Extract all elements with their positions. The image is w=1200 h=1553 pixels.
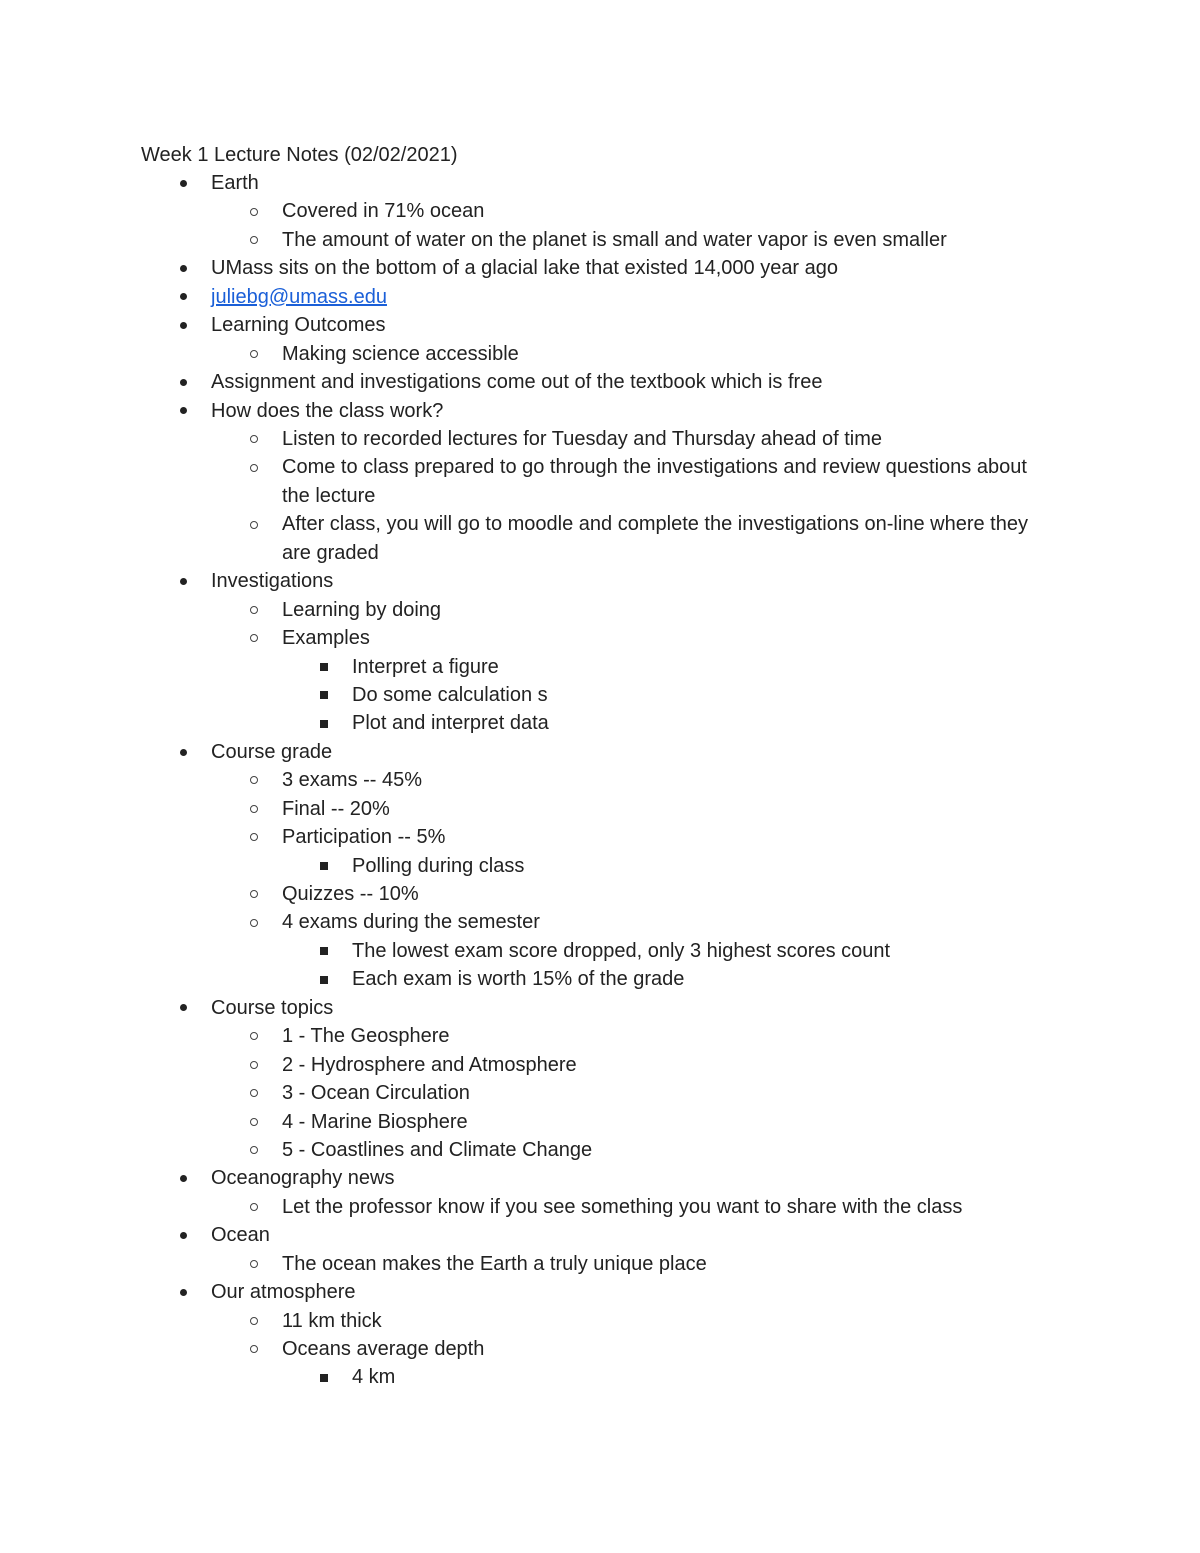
bullet-circle-icon [248,1108,260,1136]
bullet-square-icon [318,852,330,880]
bullet-disc-icon [177,1278,189,1306]
list-item-level-2 [0,197,1200,225]
list-item-level-1 [0,311,1200,339]
bullet-circle-icon [248,1335,260,1363]
bullet-circle-icon [248,226,260,254]
list-item-text: Plot and interpret data [352,712,549,735]
bullet-circle-icon [248,1307,260,1335]
bullet-circle-icon [248,340,260,368]
list-item-level-2 [0,795,1200,823]
bullet-disc-icon [177,311,189,339]
list-item-text: 1 - The Geosphere [282,1025,450,1048]
list-item-text: Learning Outcomes [211,314,386,337]
list-item-text: Each exam is worth 15% of the grade [352,968,685,991]
list-item-text: Polling during class [352,854,525,877]
list-item-text: Participation -- 5% [282,826,446,849]
list-item-text: Assignment and investigations come out of the textbook which is free [211,371,823,394]
list-item-text: 4 km [352,1366,396,1389]
bullet-square-icon [318,965,330,993]
list-item-text: Oceans average depth [282,1338,485,1360]
list-item-text: Let the professor know if you see something you want to share with the class [282,1195,963,1218]
bullet-circle-icon [248,624,260,652]
list-item-level-2 [0,1136,1200,1164]
document-title: Week 1 Lecture Notes (02/02/2021) [141,144,458,166]
bullet-disc-icon [177,738,189,766]
list-item-text: Making science accessible [282,342,519,365]
bullet-circle-icon [248,1079,260,1107]
list-item-text: 2 - Hydrosphere and Atmosphere [282,1053,577,1076]
list-item-text: 3 - Ocean Circulation [282,1082,470,1105]
list-item-level-2 [0,1022,1200,1050]
list-item-level-1 [0,397,1200,425]
list-item-text: The lowest exam score dropped, only 3 highest scores count [352,939,891,962]
bullet-circle-icon [248,1136,260,1164]
list-item-text: Listen to recorded lectures for Tuesday and Thursday ahead of time [282,427,882,450]
list-item-text: Earth [211,172,259,194]
bullet-disc-icon [177,254,189,282]
list-item-text: Do some calculation s [352,683,548,706]
bullet-circle-icon [248,1051,260,1079]
list-item-level-2 [0,1307,1200,1335]
list-item-level-1 [0,1221,1200,1249]
list-item-text: After class, you will go to moodle and complete the investigations on-line where they are graded [282,513,1028,564]
list-item-level-2 [0,1051,1200,1079]
bullet-disc-icon [177,1221,189,1249]
list-item-level-2 [0,766,1200,794]
list-item-level-3 [0,937,1200,965]
list-item-text: Course grade [211,740,333,763]
bullet-circle-icon [248,766,260,794]
list-item-level-2 [0,596,1200,624]
list-item-text: 5 - Coastlines and Climate Change [282,1138,593,1161]
list-item-text: The ocean makes the Earth a truly unique place [282,1252,707,1275]
list-item-level-1 [0,1164,1200,1192]
bullet-disc-icon [177,169,189,197]
list-item-text: 4 exams during the semester [282,911,540,934]
list-item-level-1 [0,283,1200,311]
bullet-disc-icon [177,994,189,1022]
list-item-level-1 [0,368,1200,396]
bullet-square-icon [318,1363,330,1391]
list-item-level-2 [0,340,1200,368]
bullet-square-icon [318,937,330,965]
list-item-text: Investigations [211,570,334,593]
list-item-level-3 [0,1363,1200,1391]
bullet-circle-icon [248,510,260,538]
list-item-level-2 [0,510,1200,567]
list-item-level-2 [0,880,1200,908]
bullet-circle-icon [248,795,260,823]
bullet-disc-icon [177,397,189,425]
list-item-text: Course topics [211,996,334,1019]
list-item-level-1 [0,169,1200,197]
bullet-square-icon [318,709,330,737]
list-item-text: Quizzes -- 10% [282,883,419,905]
list-item-level-2 [0,908,1200,936]
list-item-level-3 [0,852,1200,880]
bullet-circle-icon [248,596,260,624]
bullet-circle-icon [248,1022,260,1050]
list-item-level-3 [0,681,1200,709]
list-item-level-2 [0,823,1200,851]
list-item-text: 3 exams -- 45% [282,769,423,792]
list-item-text: Ocean [211,1224,270,1247]
list-item-text: Examples [282,627,370,650]
list-item-text: Interpret a figure [352,655,499,678]
list-item-text: Our atmosphere [211,1281,356,1304]
list-item-text: 11 km thick [282,1309,382,1332]
list-item-level-2 [0,1108,1200,1136]
list-item-level-2 [0,624,1200,652]
bullet-square-icon [318,653,330,681]
list-item-text: Oceanography news [211,1167,395,1190]
bullet-circle-icon [248,908,260,936]
list-item-level-1 [0,567,1200,595]
email-link[interactable]: juliebg@umass.edu [211,285,387,308]
list-item-text: Covered in 71% ocean [282,200,485,223]
list-item-level-2 [0,425,1200,453]
list-item-level-2 [0,1335,1200,1363]
bullet-disc-icon [177,283,189,311]
bullet-circle-icon [248,197,260,225]
bullet-disc-icon [177,1164,189,1192]
list-item-text: The amount of water on the planet is small and water vapor is even smaller [282,228,947,251]
bullet-circle-icon [248,425,260,453]
list-item-level-2 [0,453,1200,510]
list-item-level-2 [0,1250,1200,1278]
list-item-level-1 [0,1278,1200,1306]
notes-list [0,169,1200,1392]
list-item-level-3 [0,653,1200,681]
list-item-level-2 [0,1193,1200,1221]
list-item-level-1 [0,738,1200,766]
bullet-square-icon [318,681,330,709]
bullet-circle-icon [248,1193,260,1221]
list-item-level-3 [0,965,1200,993]
bullet-circle-icon [248,880,260,908]
list-item-text: Come to class prepared to go through the investigations and review questions about the lecture [282,456,1027,507]
list-item-text: Learning by doing [282,598,442,621]
list-item-text: 4 - Marine Biosphere [282,1110,468,1133]
bullet-disc-icon [177,368,189,396]
list-item-level-1 [0,994,1200,1022]
bullet-disc-icon [177,567,189,595]
list-item-level-3 [0,709,1200,737]
list-item-text: Final -- 20% [282,797,390,820]
list-item-text: How does the class work? [211,399,444,422]
bullet-circle-icon [248,453,260,481]
list-item-level-2 [0,226,1200,254]
list-item-text: UMass sits on the bottom of a glacial lake that existed 14,000 year ago [211,257,839,280]
list-item-level-2 [0,1079,1200,1107]
bullet-circle-icon [248,1250,260,1278]
list-item-level-1 [0,254,1200,282]
bullet-circle-icon [248,823,260,851]
